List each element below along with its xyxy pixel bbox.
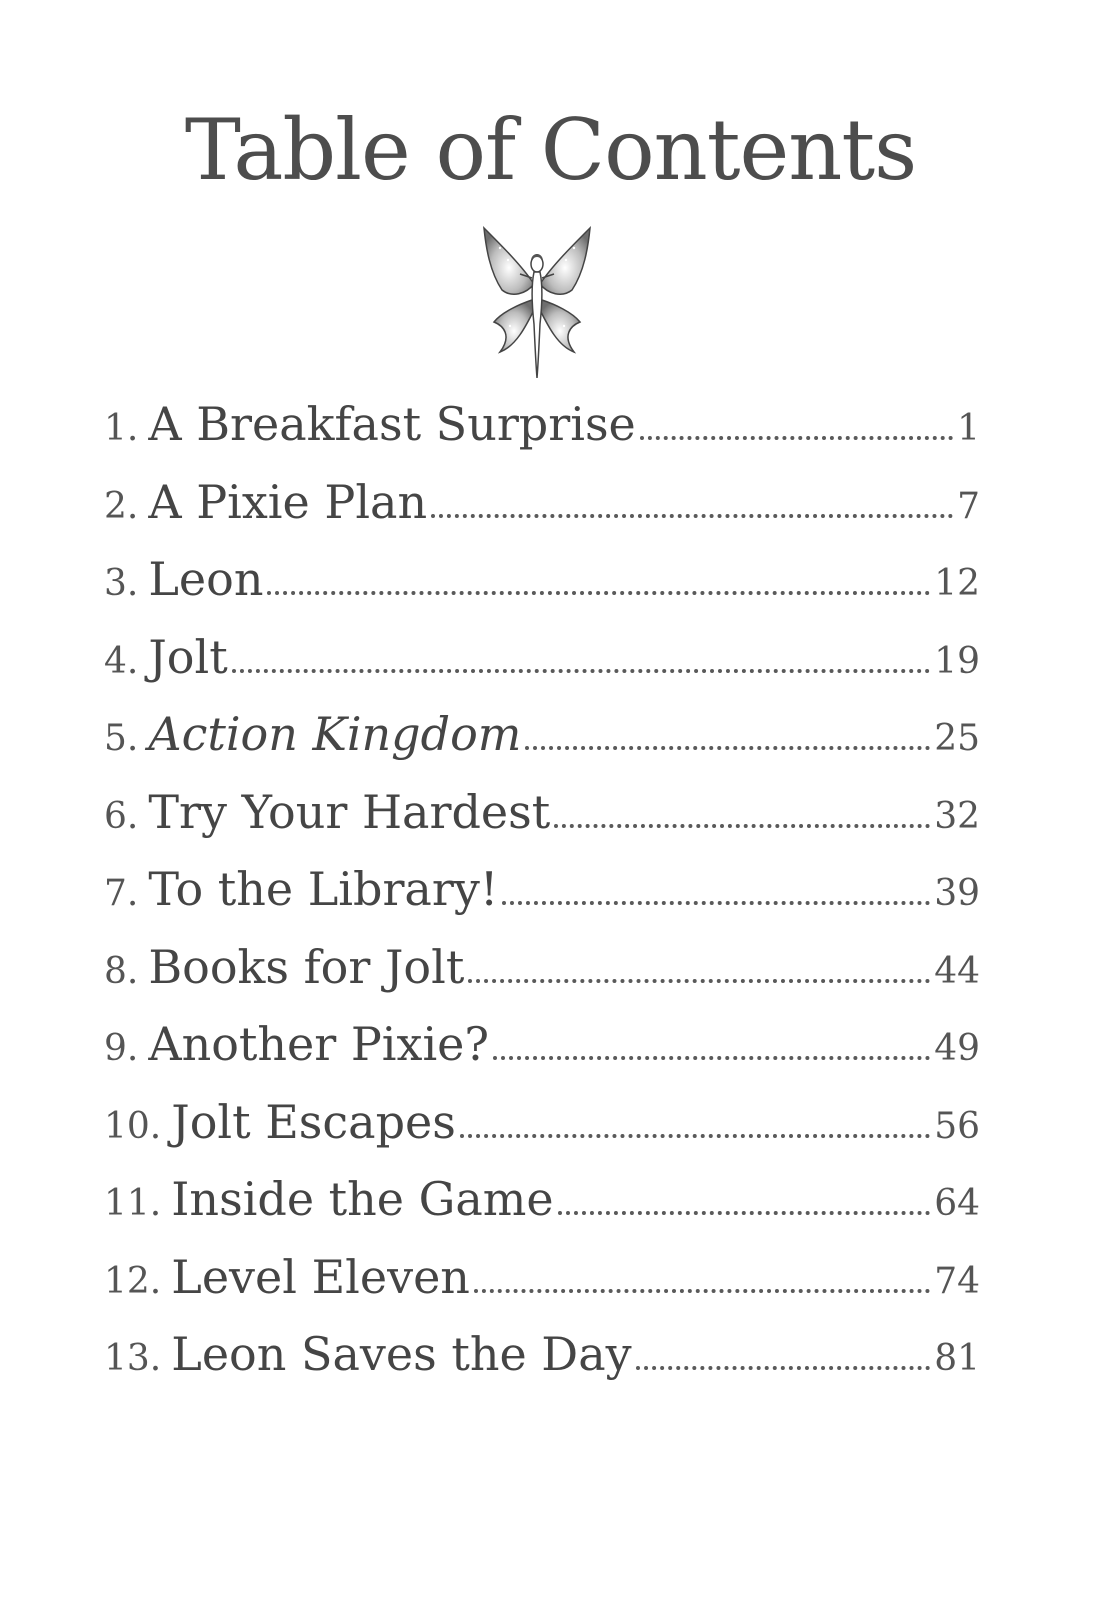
chapter-title: Jolt — [148, 629, 228, 684]
dot-leader — [460, 1134, 930, 1138]
chapter-page-number: 64 — [934, 1183, 980, 1224]
chapter-page-number: 74 — [934, 1260, 980, 1302]
chapter-page-number: 19 — [934, 640, 980, 682]
toc-entry-2[interactable] — [104, 464, 980, 542]
page-title: Table of Contents — [184, 101, 917, 199]
toc-entry-9[interactable] — [104, 1006, 980, 1084]
toc-entry-10[interactable] — [104, 1084, 980, 1162]
chapter-title: A Pixie Plan — [148, 474, 428, 529]
toc-entry-6[interactable] — [104, 774, 980, 852]
chapter-number: 8. — [104, 950, 139, 992]
chapter-title: Leon Saves the Day — [171, 1327, 632, 1381]
fairy-icon — [482, 226, 592, 380]
dot-leader — [525, 746, 930, 750]
chapter-number: 6. — [104, 795, 139, 837]
chapter-title: Jolt Escapes — [171, 1094, 456, 1149]
chapter-number: 1. — [104, 408, 139, 449]
toc-entry-5[interactable] — [104, 696, 980, 774]
chapter-title: Leon — [148, 552, 264, 606]
dot-leader — [493, 1056, 930, 1060]
dot-leader — [640, 436, 953, 440]
dot-leader — [431, 514, 953, 518]
chapter-number: 2. — [104, 485, 139, 527]
dot-leader — [636, 1366, 931, 1370]
toc-entry-13[interactable] — [104, 1316, 980, 1394]
dot-leader — [554, 824, 930, 828]
dot-leader — [558, 1211, 931, 1215]
chapter-page-number: 44 — [934, 950, 980, 992]
chapter-number: 13. — [104, 1338, 162, 1379]
chapter-page-number: 49 — [934, 1028, 980, 1069]
chapter-page-number: 1 — [957, 408, 980, 449]
chapter-page-number: 56 — [934, 1105, 980, 1147]
chapter-title: Level Eleven — [171, 1249, 470, 1304]
chapter-number: 3. — [104, 563, 139, 604]
dot-leader — [232, 669, 930, 673]
chapter-page-number: 7 — [957, 485, 980, 527]
chapter-page-number: 25 — [934, 718, 980, 759]
chapter-title: Books for Jolt — [148, 939, 465, 994]
dot-leader — [468, 979, 930, 983]
toc-entry-3[interactable] — [104, 541, 980, 619]
toc-entry-11[interactable] — [104, 1161, 980, 1239]
chapter-number: 12. — [104, 1260, 162, 1302]
toc-entry-1[interactable] — [104, 386, 980, 464]
chapter-title: Another Pixie? — [148, 1017, 490, 1071]
dot-leader — [267, 591, 930, 595]
toc-entry-8[interactable] — [104, 929, 980, 1007]
chapter-number: 4. — [104, 640, 139, 682]
chapter-page-number: 81 — [934, 1338, 980, 1379]
chapter-page-number: 12 — [934, 563, 980, 604]
chapter-title: Inside the Game — [171, 1172, 554, 1226]
chapter-number: 7. — [104, 873, 139, 914]
chapter-number: 9. — [104, 1028, 139, 1069]
chapter-title: Try Your Hardest — [148, 784, 551, 839]
chapter-page-number: 32 — [934, 795, 980, 837]
toc-entry-12[interactable] — [104, 1239, 980, 1317]
dot-leader — [474, 1289, 930, 1293]
table-of-contents — [104, 386, 980, 1394]
chapter-number: 5. — [104, 718, 139, 759]
chapter-page-number: 39 — [934, 873, 980, 914]
chapter-title: Action Kingdom — [148, 707, 522, 761]
toc-entry-4[interactable] — [104, 619, 980, 697]
chapter-title: A Breakfast Surprise — [148, 397, 636, 451]
toc-entry-7[interactable] — [104, 851, 980, 929]
chapter-number: 10. — [104, 1105, 162, 1147]
dot-leader — [502, 901, 930, 905]
chapter-title: To the Library! — [148, 862, 499, 916]
chapter-number: 11. — [104, 1183, 162, 1224]
